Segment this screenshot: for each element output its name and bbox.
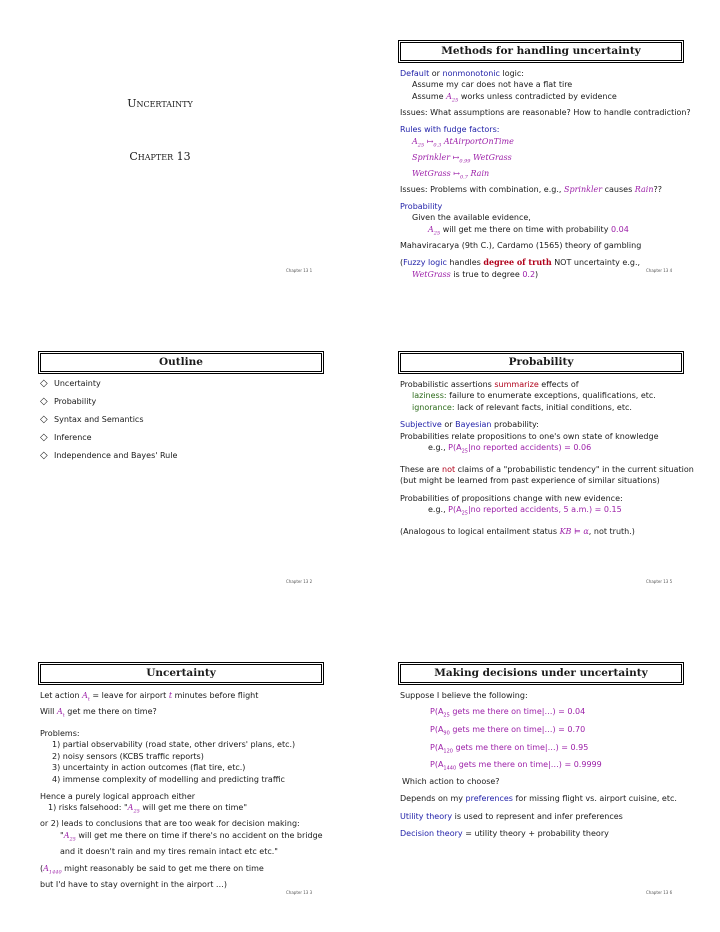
text-line: These are not claims of a "probabilistic tendency" in the current situation: [400, 465, 694, 475]
list-item: ◇ Uncertainty: [40, 378, 101, 390]
deck-subtitle: Chapter 13: [129, 150, 191, 163]
math-line: WetGrass $↦_{0.7}$ Rain: [412, 168, 490, 181]
text-line: Default or nonmonotonic logic:: [400, 69, 524, 78]
list-item: ◇ Inference: [40, 432, 92, 444]
text-line: Hence a purely logical approach either: [40, 792, 196, 802]
text-line: Mahaviracarya (9th C.), Cardamo (1565) theory of gambling: [400, 240, 642, 250]
text-line: Suppose I believe the following:: [400, 691, 528, 700]
text-line: Probabilistic assertions summarize effects of: [400, 380, 579, 389]
text-line: Probabilities of propositions change with new evidence:: [400, 493, 623, 503]
text-line: Assume $A_{25}$ works unless contradicted by evidence: [412, 91, 617, 104]
text-line: (Analogous to logical entailment status KB ⊨ α, not truth.): [400, 527, 635, 537]
text-line: Problems:: [40, 729, 80, 738]
slide-body: [40, 690, 340, 891]
slide-3: [0, 622, 360, 932]
diamond-bullet-icon: ◇: [40, 450, 48, 462]
text-line: (but might be learned from past experience of similar situations): [400, 476, 660, 486]
slide-body: [400, 379, 700, 538]
text-line: and it doesn't rain and my tires remain intact etc etc.": [60, 846, 278, 856]
slide-title: Outline: [40, 353, 322, 372]
slide-title: Probability: [400, 353, 682, 372]
text-line: "$A_{25}$ will get me there on time if there's no accident on the bridge: [60, 830, 323, 843]
page-number: Chapter 13 1: [286, 268, 313, 273]
text-line: Probabilities relate propositions to one's own state of knowledge: [400, 431, 659, 441]
text-line: Let action $A_t$ = leave for airport t minutes before flight: [40, 691, 259, 703]
slide-title: Methods for handling uncertainty: [400, 42, 682, 61]
text-line: Issues: What assumptions are reasonable? How to handle contradiction?: [400, 107, 691, 117]
outline-list: [40, 375, 340, 465]
text-line: Subjective or Bayesian probability:: [400, 420, 539, 430]
page-number: Chapter 13 4: [646, 268, 673, 273]
slide-body: [400, 690, 700, 839]
math-line: $A_{25}$ $↦_{0.3}$ AtAirportOnTime: [412, 136, 514, 149]
diamond-bullet-icon: ◇: [40, 432, 48, 444]
text-line: Given the available evidence,: [412, 213, 531, 223]
slide-title: Uncertainty: [40, 664, 322, 683]
diamond-bullet-icon: ◇: [40, 414, 48, 426]
slide-1: [0, 0, 360, 310]
deck-title: Uncertainty: [127, 97, 193, 110]
slide-body: [400, 68, 700, 280]
page-number: Chapter 13 2: [286, 579, 313, 584]
slide-2: [0, 311, 360, 621]
math-line: Sprinkler $↦_{0.99}$ WetGrass: [412, 152, 512, 165]
text-line: (Fuzzy logic handles degree of truth NOT uncertainty e.g.,: [400, 257, 641, 268]
prob-line: $P(A_{25}$ gets me there on time|…) = 0.04: [430, 707, 586, 719]
text-line: 1) risks falsehood: "$A_{25}$ will get me there on time": [48, 803, 248, 816]
text-line: ($A_{1440}$ might reasonably be said to get me there on time: [40, 864, 264, 876]
prob-line: $P(A_{120}$ gets me there on time|…) = 0.95: [430, 742, 589, 755]
diamond-bullet-icon: ◇: [40, 378, 48, 390]
list-item: ◇ Probability: [40, 396, 97, 408]
text-line: WetGrass is true to degree 0.2): [412, 269, 539, 279]
list-item: ◇ Independence and Bayes' Rule: [40, 450, 178, 462]
diamond-bullet-icon: ◇: [40, 396, 48, 408]
text-line: Decision theory = utility theory + probability theory: [400, 829, 609, 838]
list-item: ◇ Syntax and Semantics: [40, 414, 144, 426]
page-number: Chapter 13 6: [646, 890, 673, 895]
list-item: 4) immense complexity of modelling and predicting traffic: [52, 774, 285, 784]
text-line: or 2) leads to conclusions that are too weak for decision making:: [40, 819, 300, 829]
text-line: ignorance: lack of relevant facts, initial conditions, etc.: [412, 402, 632, 412]
text-line: Will $A_t$ get me there on time?: [40, 707, 157, 719]
text-line: e.g., $P(A_{25}|no$ reported accidents) = 0.06: [428, 443, 592, 455]
page-number: Chapter 13 5: [646, 579, 673, 584]
text-line: e.g., $P(A_{25}|no$ reported accidents, 5 a.m.) = 0.15: [428, 505, 622, 517]
slide-4: [360, 0, 720, 310]
text-line: but I'd have to stay overnight in the airport …): [40, 880, 228, 890]
text-line: Probability: [400, 202, 443, 212]
list-item: 1) partial observability (road state, other drivers' plans, etc.): [52, 740, 296, 750]
slide-5: [360, 311, 720, 621]
list-item: 3) uncertainty in action outcomes (flat tire, etc.): [52, 763, 246, 773]
page-number: Chapter 13 3: [286, 890, 313, 895]
slide-6: [360, 622, 720, 932]
prob-line: $P(A_{1440}$ gets me there on time|…) = 0.9999: [430, 760, 602, 772]
text-line: Utility theory is used to represent and infer preferences: [400, 811, 623, 821]
text-line: Rules with fudge factors:: [400, 125, 500, 135]
text-line: laziness: failure to enumerate exceptions, qualifications, etc.: [412, 391, 656, 401]
text-line: Depends on my preferences for missing flight vs. airport cuisine, etc.: [400, 794, 677, 804]
prob-line: $P(A_{90}$ gets me there on time|…) = 0.70: [430, 725, 586, 737]
text-line: Assume my car does not have a flat tire: [412, 80, 573, 90]
slide-title: Making decisions under uncertainty: [400, 664, 682, 683]
text-line: Issues: Problems with combination, e.g., Sprinkler causes Rain??: [400, 184, 662, 194]
text-line: Which action to choose?: [402, 776, 500, 786]
list-item: 2) noisy sensors (KCBS traffic reports): [52, 751, 204, 761]
text-line: $A_{25}$ will get me there on time with probability 0.04: [428, 224, 629, 237]
